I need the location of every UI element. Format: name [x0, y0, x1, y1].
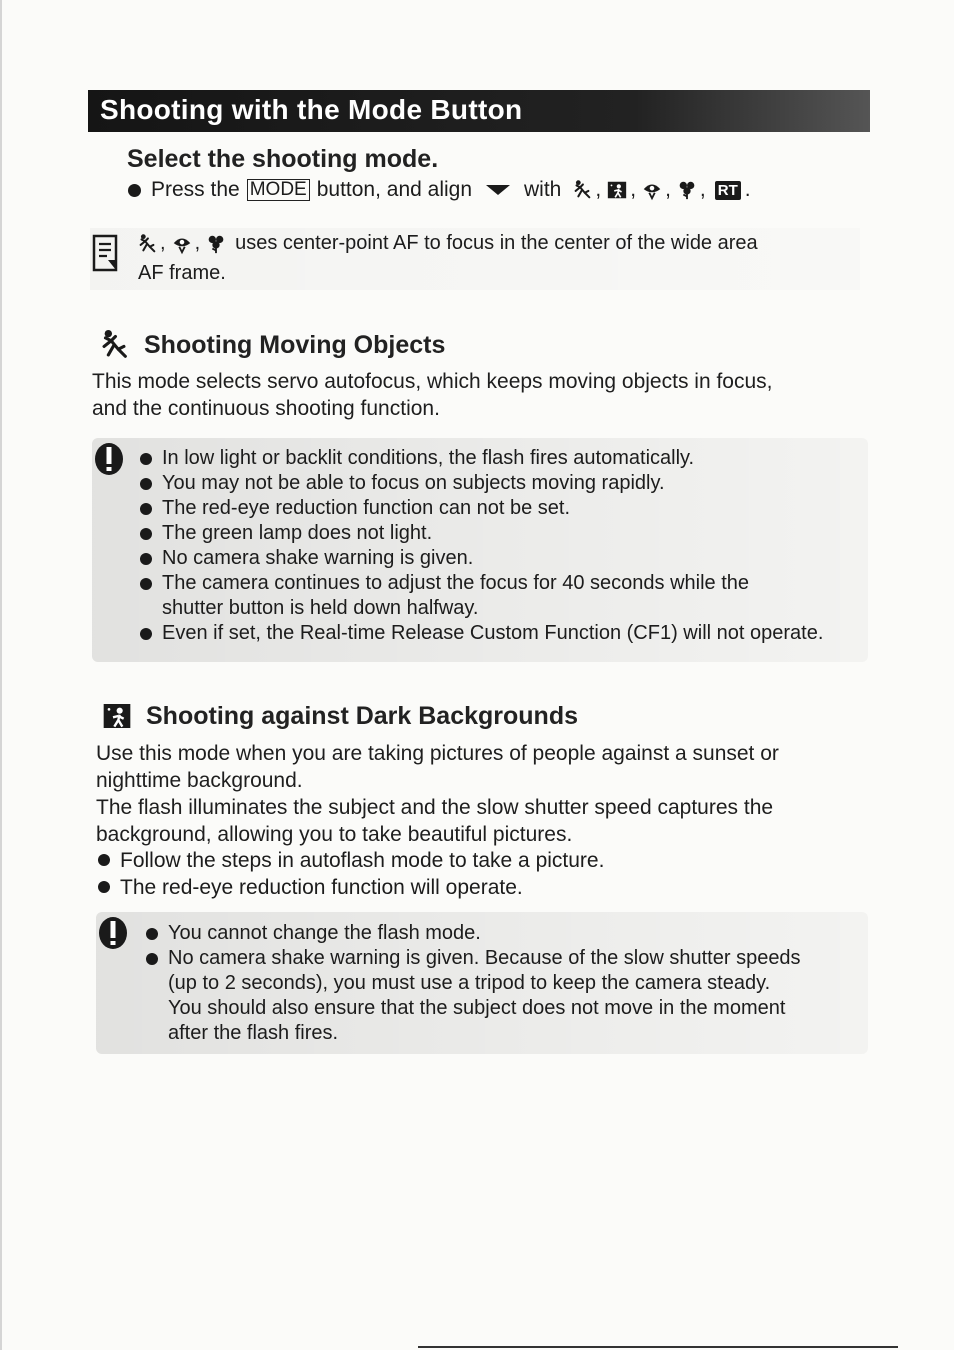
night-scene-mode-icon	[606, 179, 628, 201]
dark-intro	[96, 740, 779, 848]
moving-caution-list	[140, 446, 823, 646]
dark-intro-line: Use this mode when you are taking pictures of people against a sunset or	[96, 742, 779, 765]
moving-objects-heading	[96, 328, 445, 362]
memo-icon	[92, 234, 122, 274]
dark-bullet-text: Follow the steps in autoflash mode to take a picture.	[120, 849, 605, 872]
with-text: with	[524, 178, 562, 201]
caution-item	[140, 621, 823, 646]
caution-text: The red-eye reduction function can not be set.	[162, 497, 571, 519]
caution-text: You may not be able to focus on subjects moving rapidly.	[162, 472, 665, 494]
bullet-icon	[140, 503, 152, 515]
sports-mode-icon	[136, 233, 158, 255]
caution-icon	[98, 916, 128, 950]
comma-sep: ,	[194, 232, 201, 254]
caution-text-cont: (up to 2 seconds), you must use a tripod to keep the camera steady.	[168, 972, 771, 994]
dark-heading-text: Shooting against Dark Backgrounds	[146, 701, 579, 730]
moving-intro	[92, 368, 773, 422]
comma-sep: ,	[595, 178, 602, 201]
dark-bullet-item	[98, 874, 604, 901]
mode-button-key: MODE	[247, 179, 310, 201]
rt-mode-icon: RT	[715, 181, 741, 200]
caution-item	[140, 496, 823, 521]
press-mid-text: button, and align	[316, 178, 473, 201]
dark-intro-line: background, allowing you to take beautiful pictures.	[96, 823, 573, 846]
comma-sep: ,	[160, 232, 166, 254]
bullet-icon	[128, 184, 141, 197]
moving-intro-line: This mode selects servo autofocus, which keeps moving objects in focus,	[92, 370, 773, 393]
af-note-text: uses center-point AF to focus in the center of the wide area	[235, 232, 758, 254]
bullet-icon	[146, 928, 158, 940]
caution-text: In low light or backlit conditions, the flash fires automatically.	[162, 447, 695, 469]
caution-item	[140, 571, 823, 596]
bullet-icon	[140, 528, 152, 540]
caution-text: You cannot change the flash mode.	[168, 922, 481, 944]
caution-item	[140, 471, 823, 496]
close-up-mode-icon	[205, 233, 227, 255]
caution-item	[140, 521, 823, 546]
comma-sep: ,	[630, 178, 637, 201]
caution-item	[140, 446, 823, 471]
moving-caution-box	[92, 438, 868, 662]
caution-text-cont: shutter button is held down halfway.	[162, 597, 479, 619]
bullet-icon	[140, 478, 152, 490]
dark-bullet-list	[98, 847, 604, 901]
caution-text: The camera continues to adjust the focus for 40 seconds while the	[162, 572, 750, 594]
dark-intro-line: nighttime background.	[96, 769, 303, 792]
sentence-end: .	[744, 178, 751, 201]
dark-caution-box	[96, 912, 868, 1054]
close-up-mode-icon	[676, 179, 698, 201]
select-mode-heading: Select the shooting mode.	[127, 145, 439, 173]
press-mode-instruction	[128, 178, 751, 202]
dial-pointer-icon	[486, 185, 510, 195]
moving-heading-text: Shooting Moving Objects	[144, 330, 446, 359]
sports-mode-icon	[96, 328, 132, 362]
bullet-icon	[140, 453, 152, 465]
af-note	[90, 228, 860, 290]
portrait-mode-icon	[171, 233, 193, 255]
dark-caution-list	[146, 921, 801, 1046]
dark-bullet-item	[98, 847, 604, 874]
bullet-icon	[140, 628, 152, 640]
section-title-bar: Shooting with the Mode Button	[88, 90, 870, 132]
press-text: Press the	[151, 178, 240, 201]
portrait-mode-icon	[641, 179, 663, 201]
bullet-icon	[98, 854, 110, 866]
page-edge	[0, 0, 2, 1350]
dark-bullet-text: The red-eye reduction function will operate.	[120, 876, 523, 899]
caution-text: Even if set, the Real-time Release Custom Function (CF1) will not operate.	[162, 622, 824, 644]
moving-intro-line: and the continuous shooting function.	[92, 397, 440, 420]
af-note-line	[136, 232, 758, 255]
bullet-icon	[140, 553, 152, 565]
bullet-icon	[140, 578, 152, 590]
caution-item	[140, 546, 823, 571]
caution-text: No camera shake warning is given. Because of the slow shutter speeds	[168, 947, 801, 969]
bullet-icon	[98, 881, 110, 893]
caution-text-cont: after the flash fires.	[168, 1022, 339, 1044]
bottom-rule	[418, 1346, 898, 1348]
bullet-icon	[146, 953, 158, 965]
comma-sep: ,	[665, 178, 671, 201]
dark-backgrounds-heading	[100, 700, 578, 732]
comma-sep: ,	[699, 178, 706, 201]
af-note-text-cont: AF frame.	[138, 262, 226, 284]
dark-intro-line: The flash illuminates the subject and the slow shutter speed captures the	[96, 796, 774, 819]
caution-item	[146, 946, 801, 971]
caution-item	[146, 921, 801, 946]
caution-text: The green lamp does not light.	[162, 522, 433, 544]
caution-icon	[94, 442, 124, 476]
caution-text-cont: You should also ensure that the subject does not move in the moment	[168, 997, 786, 1019]
night-scene-mode-icon	[100, 700, 134, 732]
caution-text: No camera shake warning is given.	[162, 547, 474, 569]
sports-mode-icon	[571, 179, 593, 201]
